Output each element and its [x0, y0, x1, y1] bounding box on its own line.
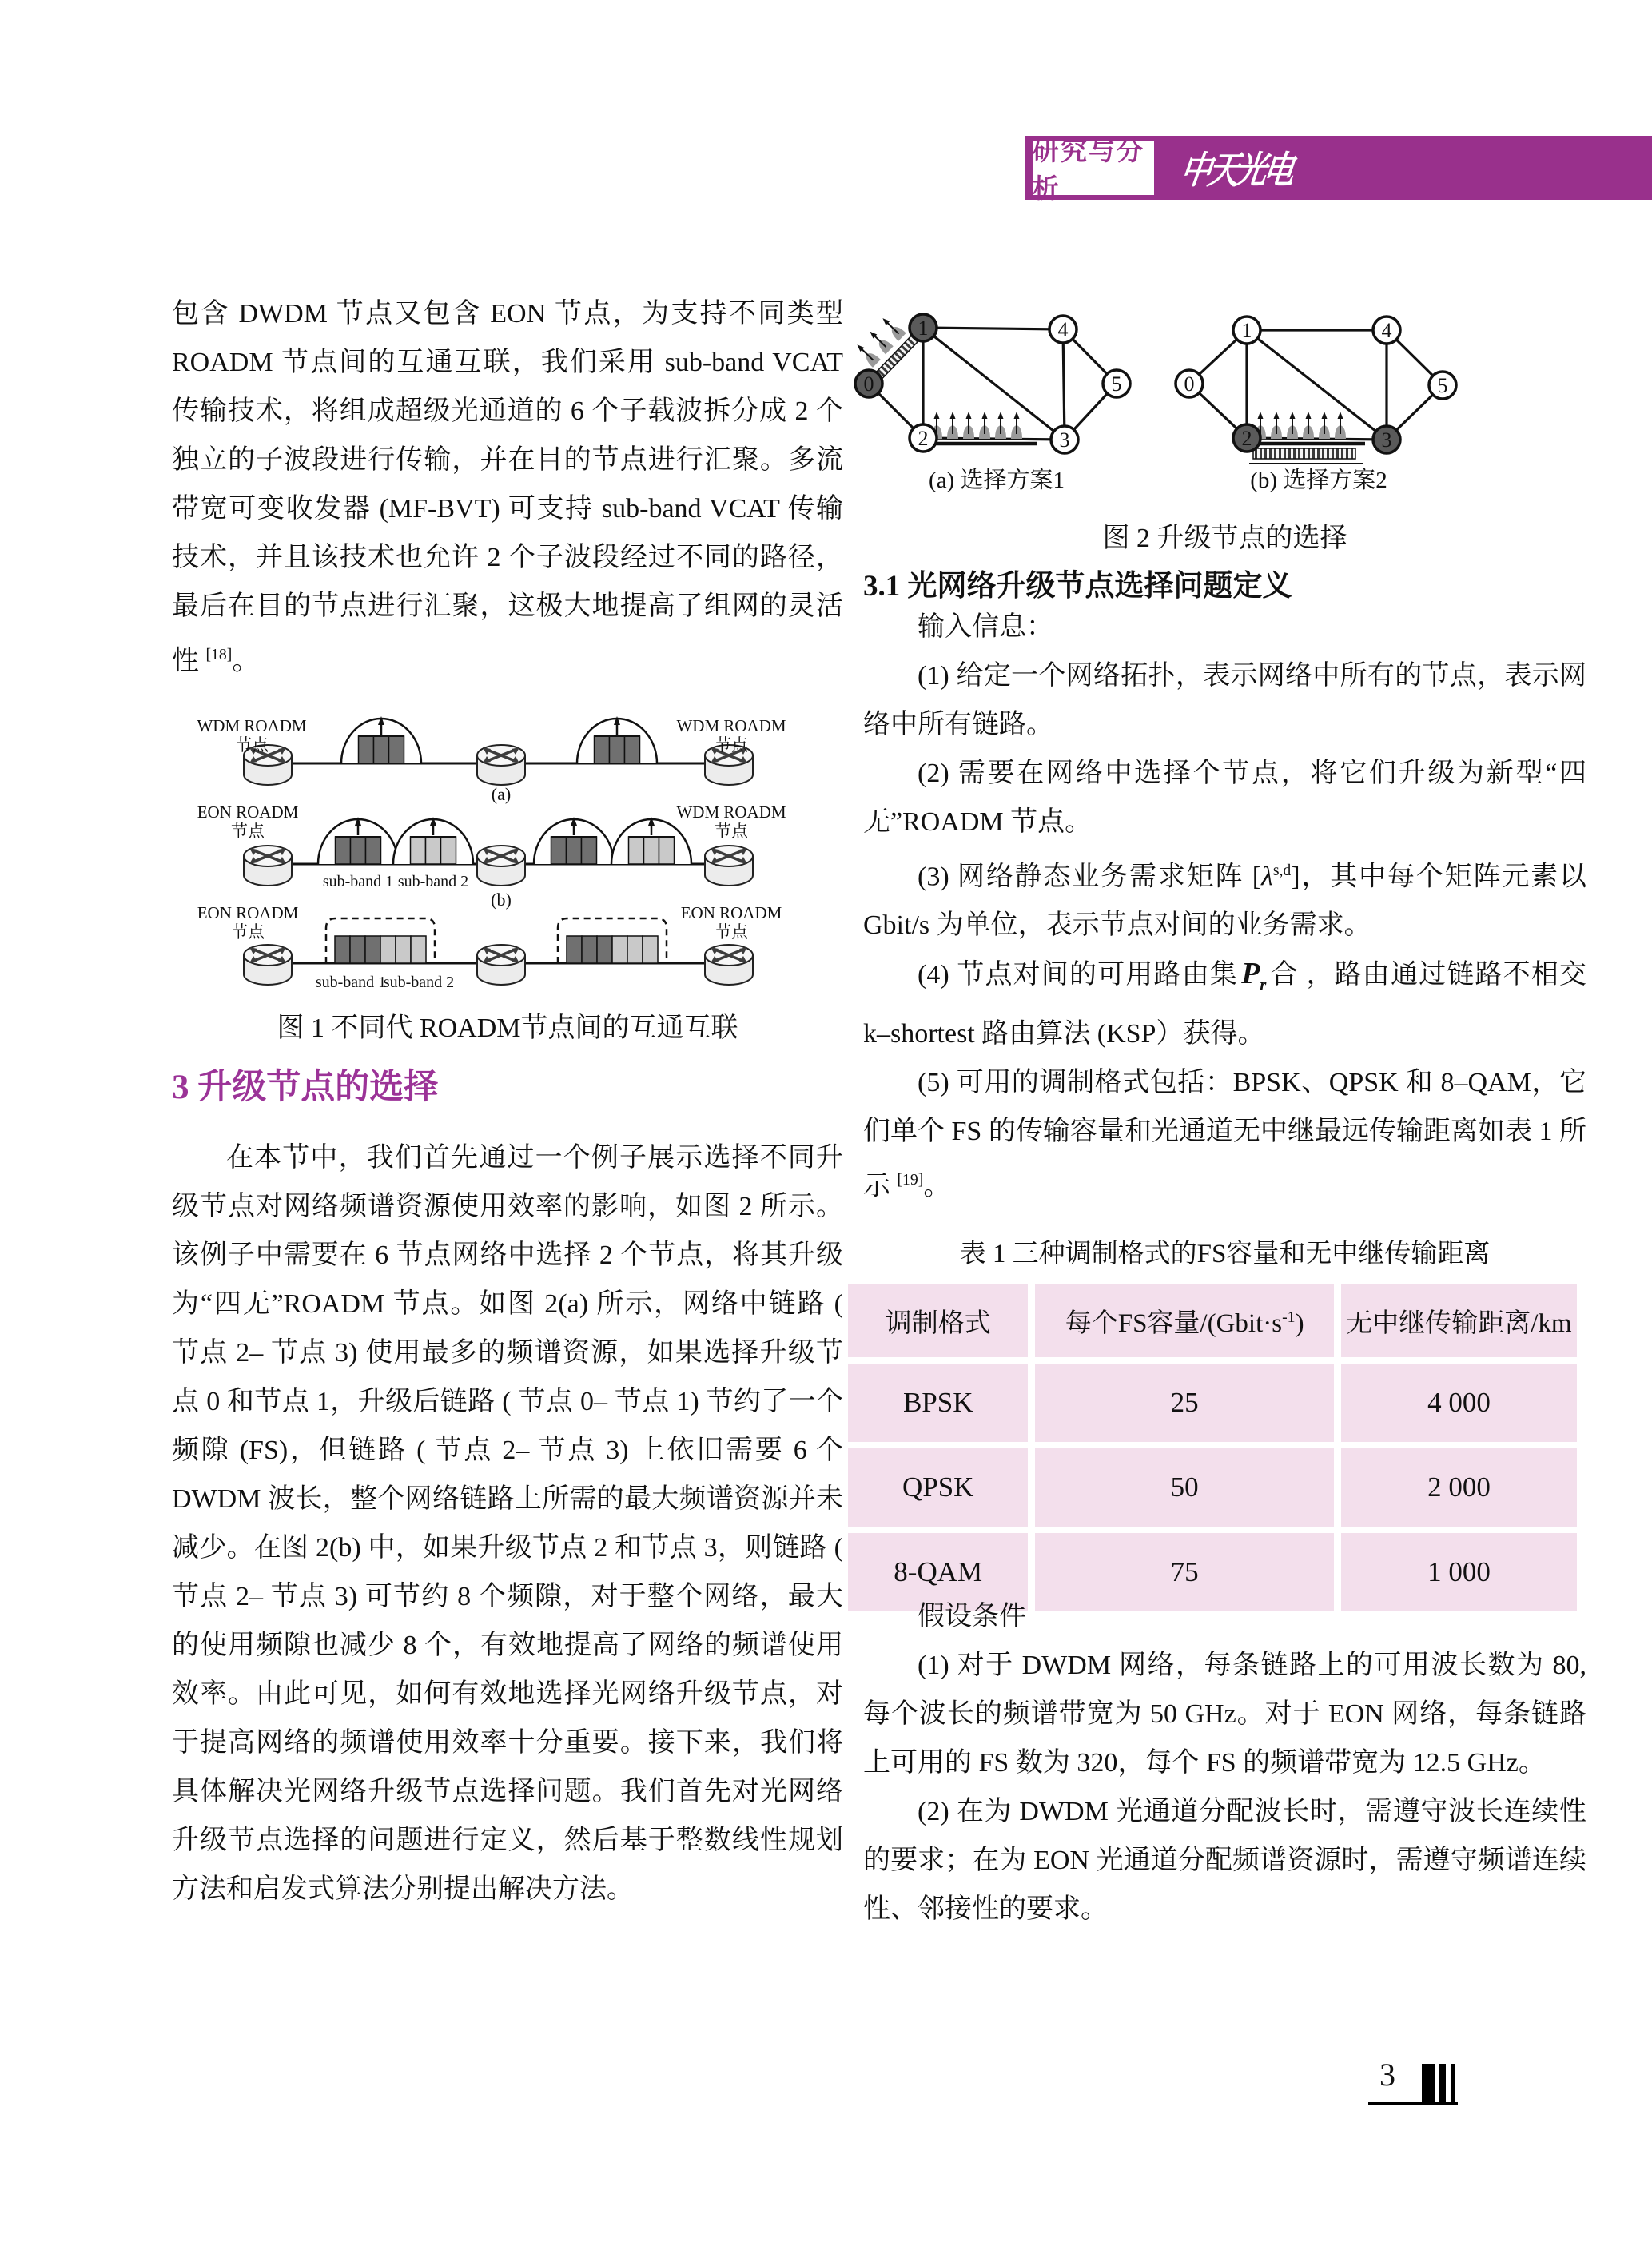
fig1-row-c-right-label: EON ROADM [680, 903, 782, 922]
fig1-row-b-subband1-label: sub-band 1 [322, 873, 394, 890]
page-number: 3 [1379, 2057, 1395, 2093]
spectrum-band-link01 [851, 313, 918, 380]
figure2-diagram [847, 300, 1570, 500]
lambda-symbol: λ [1261, 862, 1273, 892]
section-31-heading: 3.1 光网络升级节点选择问题定义 [863, 570, 1292, 603]
figure1-caption: 图 1 不同代 ROADM节点间的互通互联 [277, 1013, 738, 1043]
fig1-row-a-left-label: WDM ROADM [197, 716, 307, 735]
cell-format: QPSK [848, 1448, 1028, 1527]
input-item-1: (1) 给定一个网络拓扑，表示网络中所有的节点，表示网络中所有链路。 [863, 661, 1586, 739]
graph-a-node-1: 1 [918, 317, 929, 340]
section-3-paragraph: 在本节中，我们首先通过一个例子展示选择不同升级节点对网络频谱资源使用效率的影响，如图 2 所示。该例子中需要在 6 节点网络中选择 2 个节点，将其升级为“四无”ROADM 节点。如图 2(a) 所示，网络中链路 ( 节点 2– 节点 3) 使用最多的频谱资源，如果选择升级节点 0 和节点 1，升级后链路 ( 节点 0– 节点 1) 节约了一个频隙 (FS)，但链路 ( 节点 2– 节点 3) 上依旧需要 6 个 DWDM 波长，整个网络链路上所需的最大频谱资源并未减少。在图 2(b) 中，如果升级节点 2 和节点 3，则链路 ( 节点 2– 节点 3) 可节约 8 个频隙，对于整个网络，最大的使用频隙也减少 8 个，有效地提高了网络的频谱使用效率。由此可见，如何有效地选择光网络升级节点，对于提高网络的频谱使用效率十分重要。接下来，我们将具体解决光网络升级节点选择问题。我们首先对光网络升级节点选择的问题进行定义，然后基于整数线性规划方法和启发式算法分别提出解决方法。 [172, 1143, 843, 1904]
table1-header-format: 调制格式 [848, 1284, 1028, 1357]
header-section-tag [1033, 136, 1154, 203]
cell-format: BPSK [848, 1364, 1028, 1442]
graph-b-node-3: 3 [1381, 428, 1392, 452]
table1-header-distance: 无中继传输距离/km [1341, 1284, 1577, 1357]
fig1-row-b-left-label: EON ROADM [197, 802, 299, 822]
roadm-node-icon [705, 945, 753, 985]
fig1-row-b-right-label: WDM ROADM [676, 802, 786, 822]
roadm-node-icon [705, 846, 753, 886]
section-3-heading: 3 升级节点的选择 [172, 1069, 439, 1106]
input-item-3: (3) 网络静态业务需求矩阵 [λ$^{s,d}$]，其中每个矩阵元素以 Gbit/s 为单位，表示节点对间的业务需求。 [863, 862, 1587, 941]
graph-b-node-2: 2 [1241, 427, 1252, 450]
table-row [848, 1364, 1577, 1442]
graph-a-node-3: 3 [1059, 428, 1070, 452]
fig1-row-b-subband2-label: sub-band 2 [397, 873, 469, 890]
roadm-node-icon [244, 846, 292, 886]
figure2 [847, 300, 1570, 504]
input-info-block [863, 603, 1586, 1210]
citation-18: [18] [205, 646, 233, 663]
roadm-node-icon [477, 945, 525, 985]
roadm-node-icon [477, 846, 525, 886]
svg-text:节点: 节点 [231, 922, 265, 942]
cell-capacity: 75 [1035, 1533, 1333, 1611]
assumptions-label: 假设条件 [918, 1602, 1026, 1631]
table1-header-row [848, 1284, 1577, 1357]
paragraph-intro-text: 包含 DWDM 节点又包含 EON 节点，为支持不同类型 ROADM 节点间的互通互联，我们采用 sub-band VCAT 传输技术，将组成超级光通道的 6 个子载波拆分成 2 个独立的子波段进行传输，并在目的节点进行汇聚。多流带宽可变收发器 (MF-BVT) 可支持 sub-band VCAT 传输技术，并且该技术也允许 2 个子波段经过不同的路径，最后在目的节点进行汇聚，这极大地提高了组网的灵活性 [172, 299, 843, 676]
footer-bar-icon [1439, 2064, 1446, 2102]
figure2b-caption: (b) 选择方案2 [1250, 468, 1387, 493]
graph-a-node-2: 2 [918, 427, 929, 450]
cell-distance: 1 000 [1341, 1533, 1577, 1611]
graph-b-node-1: 1 [1241, 319, 1252, 342]
input-item-4: (4) 节点对间的可用路由集 $P_r$ 合 ，路由通过链路不相交 k–shortest 路由算法 (KSP）获得。 [863, 957, 1586, 1049]
svg-text:节点: 节点 [235, 735, 269, 755]
table1-header-capacity: 每个FS容量$/(Gbit\cdot s^{-1})$ [1035, 1284, 1333, 1357]
cell-capacity: 50 [1035, 1448, 1333, 1527]
paragraph-intro: 包含 DWDM 节点又包含 EON 节点，为支持不同类型 ROADM 节点间的互通互联，我们采用 sub-band VCAT 传输技术，将组成超级光通道的 6 个子载波拆分成 2 个独立的子波段进行传输，并在目的节点进行汇聚。多流带宽可变收发器 (MF-BVT) 可支持 sub-band VCAT 传输技术，并且该技术也允许 2 个子波段经过不同的路径，最后在目的节点进行汇聚，这极大地提高了组网的灵活性 [18]。 [172, 299, 843, 676]
footer-rule [1368, 2102, 1458, 2105]
roadm-node-icon [477, 745, 525, 785]
fig1-row-a-tag: (a) [491, 784, 512, 804]
footer-bar-icon [1422, 2064, 1435, 2102]
spectrum-band-link23 [1253, 448, 1355, 459]
table1-caption: 表 1 三种调制格式的FS容量和无中继传输距离 [959, 1240, 1491, 1268]
figure1-diagram [172, 714, 843, 1002]
cell-distance: 2 000 [1341, 1448, 1577, 1527]
svg-text:节点: 节点 [231, 822, 265, 841]
cell-format: 8-QAM [848, 1533, 1028, 1611]
assumptions-block [863, 1592, 1586, 1933]
fig1-row-c-subband2-label: sub-band 2 [383, 974, 455, 991]
input-item-5: (5) 可用的调制格式包括：BPSK、QPSK 和 8–QAM，它们单个 FS 的传输容量和光通道无中继最远传输距离如表 1 所示 [19]。 [863, 1067, 1586, 1201]
svg-text:节点: 节点 [715, 922, 748, 942]
fig1-row-a-right-label: WDM ROADM [676, 716, 786, 735]
input-info-label: 输入信息： [918, 612, 1053, 642]
assumption-1: (1) 对于 DWDM 网络，每条链路上的可用波长数为 80, 每个波长的频谱带宽为 50 GHz。对于 EON 网络，每条链路上可用的 FS 数为 320，每个 FS 的频谱带宽为 12.5 GHz。 [863, 1651, 1586, 1778]
input-item-2: (2) 需要在网络中选择个节点，将它们升级为新型“四无”ROADM 节点。 [863, 759, 1586, 837]
cell-distance: 4 000 [1341, 1364, 1577, 1442]
svg-text:节点: 节点 [715, 822, 748, 841]
route-set-symbol: $P_r$ [1241, 957, 1267, 994]
svg-text:节点: 节点 [715, 735, 748, 755]
figure2-caption: 图 2 升级节点的选择 [1102, 524, 1347, 553]
table1 [841, 1277, 1584, 1618]
table1-block [841, 1277, 1584, 1618]
graph-a-node-0: 0 [863, 372, 874, 396]
fig1-row-b-tag: (b) [491, 890, 512, 910]
footer-bar-icon [1451, 2064, 1455, 2102]
fig1-row-c-left-label: EON ROADM [197, 903, 299, 922]
graph-b-node-4: 4 [1381, 319, 1392, 342]
section-tag-label: 研究与分析 [1033, 136, 1144, 203]
graph-a-node-4: 4 [1057, 318, 1069, 341]
fig1-row-c-subband1-label: sub-band 1 [315, 974, 387, 991]
roadm-node-icon [244, 945, 292, 985]
journal-logo: 中天光电 [1177, 149, 1295, 193]
assumption-2: (2) 在为 DWDM 光通道分配波长时，需遵守波长连续性的要求；在为 EON 光通道分配频谱资源时，需遵守频谱连续性、邻接性的要求。 [863, 1797, 1586, 1924]
cell-capacity: 25 [1035, 1364, 1333, 1442]
table-row [848, 1448, 1577, 1527]
graph-b-node-0: 0 [1184, 372, 1195, 396]
citation-19: [19] [897, 1170, 924, 1189]
figure2a-caption: (a) 选择方案1 [929, 468, 1065, 493]
figure1 [172, 714, 843, 1006]
graph-b-node-5: 5 [1437, 374, 1448, 397]
graph-a-node-5: 5 [1111, 372, 1122, 396]
